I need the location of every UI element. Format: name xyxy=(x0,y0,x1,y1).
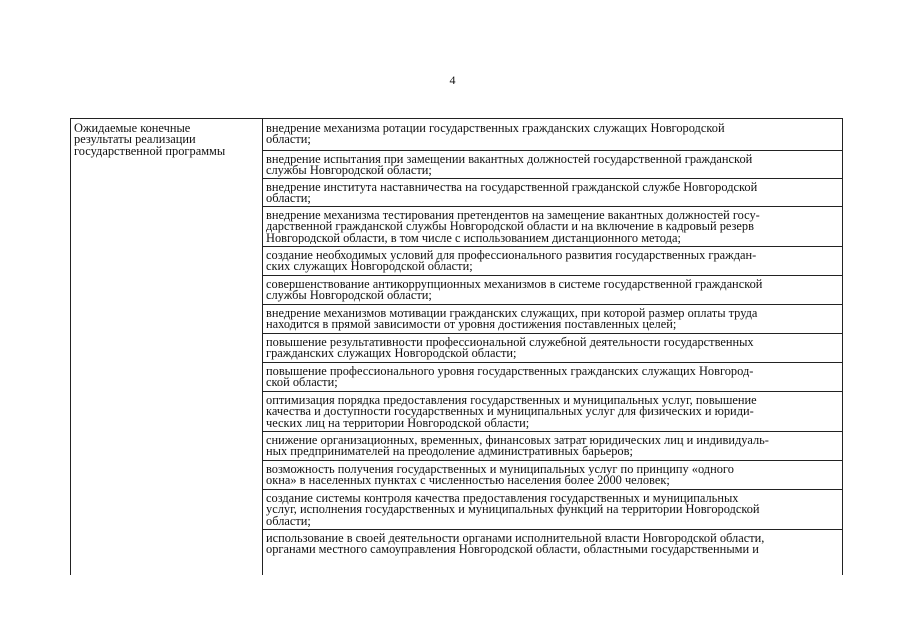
result-item xyxy=(263,489,842,527)
result-item xyxy=(263,150,842,177)
result-line: использование в своей деятельности органами исполнительной власти Новгородской области, xyxy=(266,531,765,545)
result-line: создание необходимых условий для профессионального развития государственных граждан- xyxy=(266,248,757,262)
result-line: внедрение испытания при замещении вакантных должностей государственной гражданской xyxy=(266,152,753,166)
result-line: области; xyxy=(266,132,311,146)
result-line: внедрение механизма тестирования претендентов на замещение вакантных должностей госу- xyxy=(266,208,760,222)
result-line: находится в прямой зависимости от уровня достижения поставленных целей; xyxy=(266,317,677,331)
result-line: области; xyxy=(266,191,311,205)
result-line: Новгородской области, в том числе с использованием дистанционного метода; xyxy=(266,230,681,245)
result-line: области; xyxy=(266,513,311,528)
result-line: внедрение механизмов мотивации гражданских служащих, при которой размер оплаты труда xyxy=(266,306,758,320)
result-line: службы Новгородской области; xyxy=(266,163,432,177)
result-line: снижение организационных, временных, финансовых затрат юридических лиц и индивидуаль- xyxy=(266,433,769,447)
result-line: органами местного самоуправления Новгородской области, областными государственными и xyxy=(266,542,759,556)
result-line: службы Новгородской области; xyxy=(266,288,432,302)
result-line: оптимизация порядка предоставления государственных и муниципальных услуг, повышение xyxy=(266,393,757,407)
result-item xyxy=(263,206,842,244)
result-line: внедрение института наставничества на государственной гражданской службе Новгородской xyxy=(266,180,758,194)
result-line: окна» в населенных пунктах с численностью населения более 2000 человек; xyxy=(266,473,670,487)
result-line: повышение профессионального уровня государственных гражданских служащих Новгород- xyxy=(266,364,754,378)
row-header-line: государственной программы xyxy=(74,143,226,158)
result-line: ской области; xyxy=(266,375,338,389)
expected-results-table xyxy=(70,118,843,575)
result-item xyxy=(263,529,842,556)
row-header-line: Ожидаемые конечные xyxy=(74,121,191,135)
result-item xyxy=(263,333,842,360)
result-line: совершенствование антикоррупционных механизмов в системе государственной гражданской xyxy=(266,277,763,291)
result-line: возможность получения государственных и муниципальных услуг по принципу «одного xyxy=(266,462,734,476)
result-line: повышение результативности профессиональной служебной деятельности государственных xyxy=(266,335,754,349)
result-line: ских служащих Новгородской области; xyxy=(266,259,473,273)
result-line: гражданских служащих Новгородской области; xyxy=(266,346,517,360)
result-line: качества и доступности государственных и муниципальных услуг для физических и юриди- xyxy=(266,404,754,419)
result-item xyxy=(263,246,842,273)
result-line: услуг, исполнения государственных и муниципальных функций на территории Новгородской xyxy=(266,502,760,517)
results-cell xyxy=(263,119,842,575)
result-item xyxy=(263,431,842,458)
result-line: дарственной гражданской службы Новгородской области и на включение в кадровый резерв xyxy=(266,219,754,234)
result-line: ческих лиц на территории Новгородской области; xyxy=(266,415,530,430)
result-line: создание системы контроля качества предоставления государственных и муниципальных xyxy=(266,491,739,505)
result-item xyxy=(263,391,842,429)
result-item xyxy=(263,362,842,389)
result-item xyxy=(263,304,842,331)
page-number: 4 xyxy=(449,73,456,87)
result-item xyxy=(263,178,842,205)
result-item xyxy=(263,460,842,487)
row-header-cell xyxy=(71,119,263,575)
result-line: внедрение механизма ротации государственных гражданских служащих Новгородской xyxy=(266,123,725,135)
result-item xyxy=(263,275,842,302)
result-item xyxy=(263,123,842,146)
row-header-line: результаты реализации xyxy=(74,132,196,147)
result-line: ных предпринимателей на преодоление административных барьеров; xyxy=(266,444,633,458)
